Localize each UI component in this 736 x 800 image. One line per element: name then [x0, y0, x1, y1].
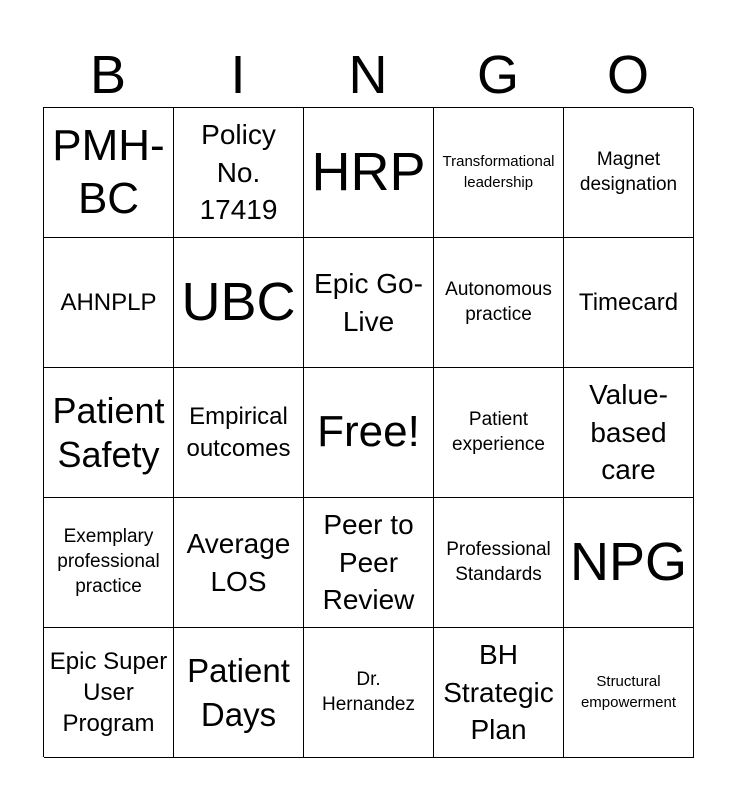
header-letter-b: B [89, 45, 127, 105]
bingo-cell[interactable]: Professional Standards [434, 498, 564, 628]
header-letter-g: G [476, 45, 519, 105]
bingo-cell[interactable]: AHNPLP [44, 238, 174, 368]
bingo-cell[interactable]: Patient Days [174, 628, 304, 758]
bingo-cell[interactable]: BH Strategic Plan [434, 628, 564, 758]
header-letter-o: O [606, 45, 649, 105]
bingo-cell[interactable]: UBC [174, 238, 304, 368]
bingo-cell[interactable]: Epic Super User Program [44, 628, 174, 758]
bingo-cell[interactable]: Patient experience [434, 368, 564, 498]
bingo-header [43, 44, 693, 106]
bingo-cell[interactable]: Empirical outcomes [174, 368, 304, 498]
header-letter-n: N [348, 45, 388, 105]
bingo-cell[interactable]: Value-based care [564, 368, 694, 498]
header-letter-i: I [230, 45, 246, 105]
bingo-cell[interactable]: Epic Go-Live [304, 238, 434, 368]
bingo-cell[interactable]: Average LOS [174, 498, 304, 628]
bingo-cell[interactable]: Dr. Hernandez [304, 628, 434, 758]
bingo-cell[interactable]: Timecard [564, 238, 694, 368]
bingo-cell[interactable]: PMH-BC [44, 108, 174, 238]
bingo-cell[interactable]: Structural empowerment [564, 628, 694, 758]
bingo-cell[interactable]: Patient Safety [44, 368, 174, 498]
bingo-cell[interactable]: Peer to Peer Review [304, 498, 434, 628]
bingo-cell[interactable]: Magnet designation [564, 108, 694, 238]
bingo-cell[interactable]: Policy No. 17419 [174, 108, 304, 238]
bingo-cell[interactable]: Transformational leadership [434, 108, 564, 238]
bingo-cell[interactable]: Autonomous practice [434, 238, 564, 368]
bingo-cell[interactable]: HRP [304, 108, 434, 238]
bingo-cell[interactable]: NPG [564, 498, 694, 628]
bingo-board [43, 107, 693, 757]
bingo-cell[interactable]: Exemplary professional practice [44, 498, 174, 628]
free-space[interactable]: Free! [304, 368, 434, 498]
